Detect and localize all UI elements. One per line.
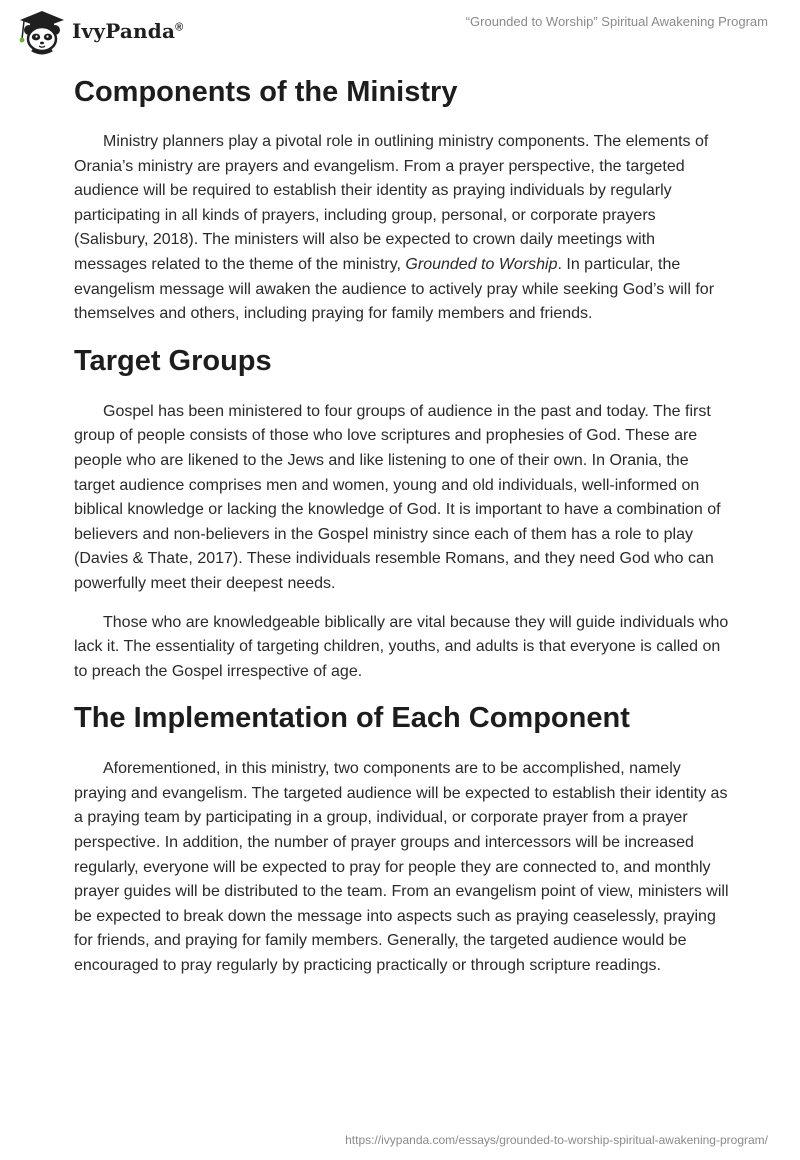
panda-graduate-icon [12,6,68,56]
paragraph-implementation: Aforementioned, in this ministry, two components are to be accomplished, namely praying and evangelism. The targeted audience will be expected to establish their identity as a praying team by participating in a group, individual, or corporate prayer from a prayer perspective. In addition, the number of prayer groups and intercessors will be increased regularly, everyone will be expected to pray for people they are connected to, and monthly prayer guides will be distributed to the team. From an evangelism point of view, ministers will be expected to break down the message into aspects such as praying ceaselessly, praying for friends, and praying for family members. Generally, the targeted audience would be encouraged to pray regularly by practicing practically or through scripture readings. [74,760,729,975]
paragraph-target-groups-2: Those who are knowledgeable biblically are vital because they will guide individuals who lack it. The essentiality of targeting children, youths, and adults is that everyone is called on to preach the Gospel irrespective of age. [74,613,729,680]
paragraph-target-groups-1: Gospel has been ministered to four groups of audience in the past and today. The first group of people consists of those who love scriptures and prophesies of God. These are people who are likened to the Jews and like listening to one of their own. In Orania, the target audience comprises men and women, young and old individuals, well-informed on biblical knowledge or lacking the knowledge of God. It is important to have a combination of believers and non-believers in the Gospel ministry since each of them has a role to play (Davies & Thate, 2017). These individuals resemble Romans, and they need God who can powerfully meet their deepest needs. [74,402,721,592]
article-body [74,72,730,979]
section-heading-target-groups: Target Groups [74,344,272,377]
paragraph-components: Ministry planners play a pivotal role in outlining ministry components. The elements of Orania’s ministry are prayers and evangelism. From a prayer perspective, the targeted audience will be required to establish their identity as praying individuals by regularly participating in all kinds of prayers, including group, personal, or corporate prayers (Salisbury, 2018). The ministers will also be expected to crown daily meetings with messages related to the theme of the ministry, Grounded to Worship. In particular, the evangelism message will awaken the audience to actively pray while seeking God’s will for themselves and others, including praying for family members and friends. [74,133,715,323]
section-heading-implementation: The Implementation of Each Component [74,702,630,735]
section-heading-components: Components of the Ministry [74,76,458,108]
brand-logo[interactable] [12,6,183,56]
ministry-theme-emphasis: Grounded to Worship [405,255,558,273]
brand-name: IvyPanda® [72,19,184,43]
page-header [0,0,800,60]
document-title: “Grounded to Worship” Spiritual Awakening Program [465,14,768,29]
source-url[interactable]: https://ivypanda.com/essays/grounded-to-worship-spiritual-awakening-program/ [345,1133,768,1147]
